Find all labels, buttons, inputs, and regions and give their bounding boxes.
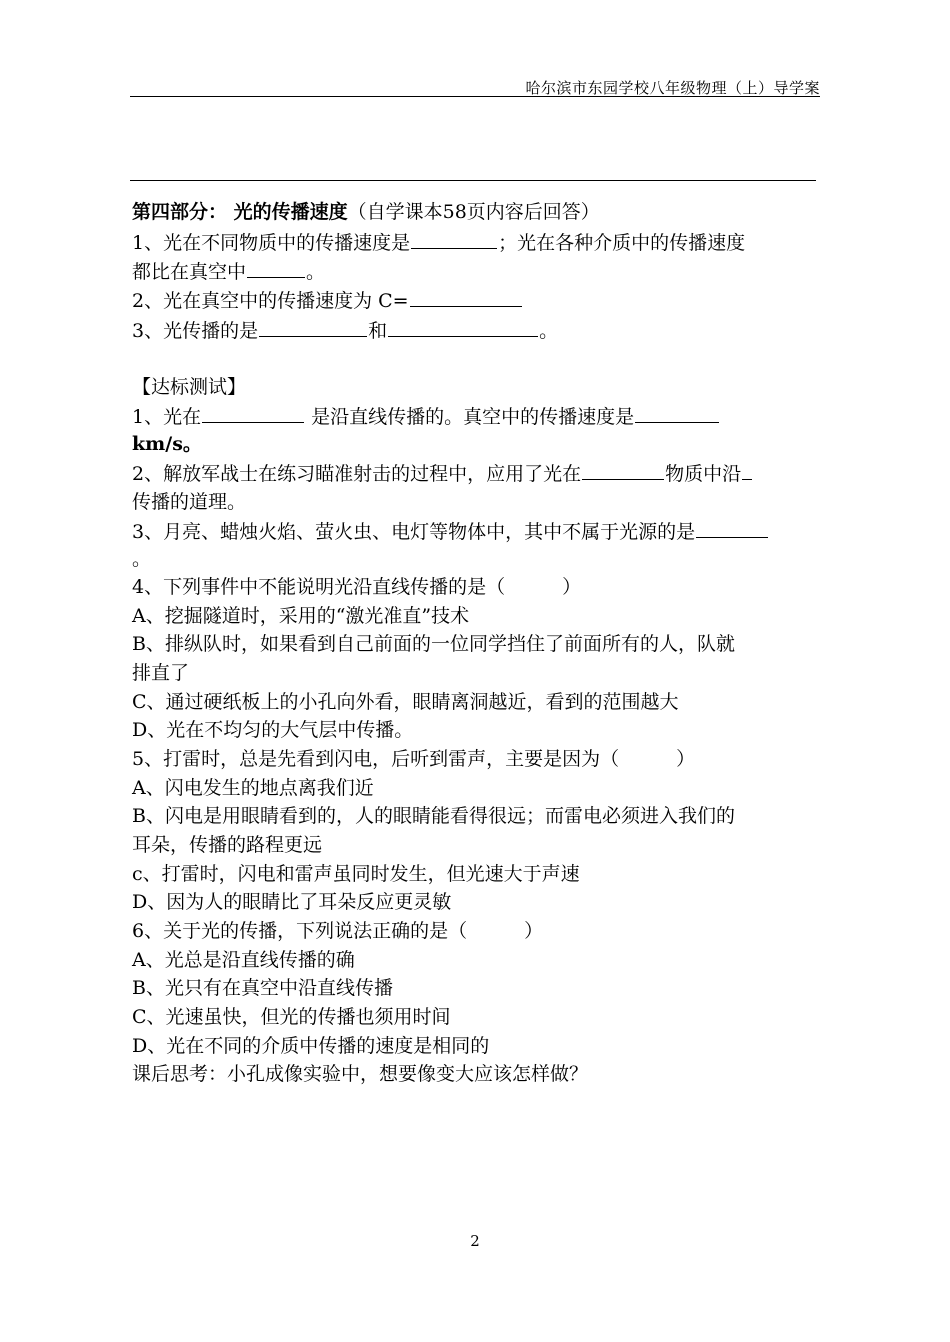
section-question-1-cont (132, 257, 822, 286)
test-question-6: 6、关于光的传播，下列说法正确的是（ ） (132, 920, 544, 942)
option-4-a: A、挖掘隧道时，采用的“激光准直”技术 (132, 605, 470, 627)
question-text: 是沿直线传播的。真空中的传播速度是 (305, 406, 635, 428)
question-text: ；光在各种介质中的传播速度 (498, 232, 746, 254)
answer-blank[interactable] (410, 286, 522, 307)
answer-blank[interactable] (388, 316, 538, 337)
test-question-2 (132, 459, 822, 488)
page-number: 2 (470, 1232, 480, 1250)
option-6-b: B、光只有在真空中沿直线传播 (132, 977, 393, 999)
option-4-b: B、排纵队时，如果看到自己前面的一位同学挡住了前面所有的人，队就 (132, 633, 735, 655)
section-heading-note: （自学课本58页内容后回答） (347, 201, 600, 223)
section-question-3 (132, 316, 822, 345)
answer-blank[interactable] (411, 228, 497, 249)
option-5-b: B、闪电是用眼睛看到的，人的眼睛能看得很远；而雷电必须进入我们的 (132, 805, 735, 827)
answer-blank[interactable] (247, 257, 305, 278)
question-text: 1、光在 (132, 406, 202, 428)
test-question-1-unit: km/s。 (132, 433, 202, 455)
answer-blank[interactable] (696, 517, 768, 538)
test-question-5: 5、打雷时，总是先看到闪电，后听到雷声，主要是因为（ ） (132, 748, 696, 770)
option-6-c: C、光速虽快，但光的传播也须用时间 (132, 1006, 451, 1028)
question-text: 1、光在不同物质中的传播速度是 (132, 232, 411, 254)
option-4-d: D、光在不均匀的大气层中传播。 (132, 719, 414, 741)
document-header-title: 哈尔滨市东园学校八年级物理（上）导学案 (525, 79, 820, 97)
post-class-reflection: 课后思考：小孔成像实验中，想要像变大应该怎样做？ (132, 1063, 589, 1085)
question-text: 都比在真空中 (132, 261, 247, 283)
test-question-3 (132, 517, 822, 546)
answer-blank[interactable] (259, 316, 367, 337)
option-4-b-cont: 排直了 (132, 662, 190, 684)
option-4-c: C、通过硬纸板上的小孔向外看，眼睛离洞越近，看到的范围越大 (132, 691, 679, 713)
question-text: 。 (539, 320, 559, 342)
answer-blank[interactable] (635, 402, 719, 423)
test-question-3-cont: 。 (132, 548, 152, 570)
top-rule (130, 180, 816, 181)
test-question-1 (132, 402, 822, 431)
section-question-1 (132, 228, 822, 257)
option-5-d: D、因为人的眼睛比了耳朵反应更灵敏 (132, 891, 452, 913)
header-rule (130, 96, 820, 97)
answer-blank[interactable] (742, 459, 752, 480)
question-text: 2、解放军战士在练习瞄准射击的过程中，应用了光在 (132, 463, 582, 485)
test-question-2-cont: 传播的道理。 (132, 491, 247, 513)
section-heading-title: 第四部分： 光的传播速度 (132, 201, 348, 223)
option-6-d: D、光在不同的介质中传播的速度是相同的 (132, 1035, 490, 1057)
option-5-a: A、闪电发生的地点离我们近 (132, 777, 374, 799)
answer-blank[interactable] (202, 402, 304, 423)
answer-blank[interactable] (582, 459, 664, 480)
section-heading (132, 198, 822, 226)
question-text: 3、月亮、蜡烛火焰、萤火虫、电灯等物体中，其中不属于光源的是 (132, 521, 696, 543)
option-5-b-cont: 耳朵，传播的路程更远 (132, 834, 323, 856)
section-question-2 (132, 286, 822, 315)
question-text: 3、光传播的是 (132, 320, 259, 342)
test-question-4: 4、下列事件中不能说明光沿直线传播的是（ ） (132, 576, 582, 598)
option-5-c: c、打雷时，闪电和雷声虽同时发生，但光速大于声速 (132, 863, 580, 885)
question-text: 物质中沿 (665, 463, 742, 485)
question-text: 。 (306, 261, 326, 283)
test-heading: 【达标测试】 (132, 376, 247, 398)
question-text: 2、光在真空中的传播速度为 C= (132, 290, 409, 312)
option-6-a: A、光总是沿直线传播的确 (132, 949, 355, 971)
question-text: 和 (368, 320, 388, 342)
